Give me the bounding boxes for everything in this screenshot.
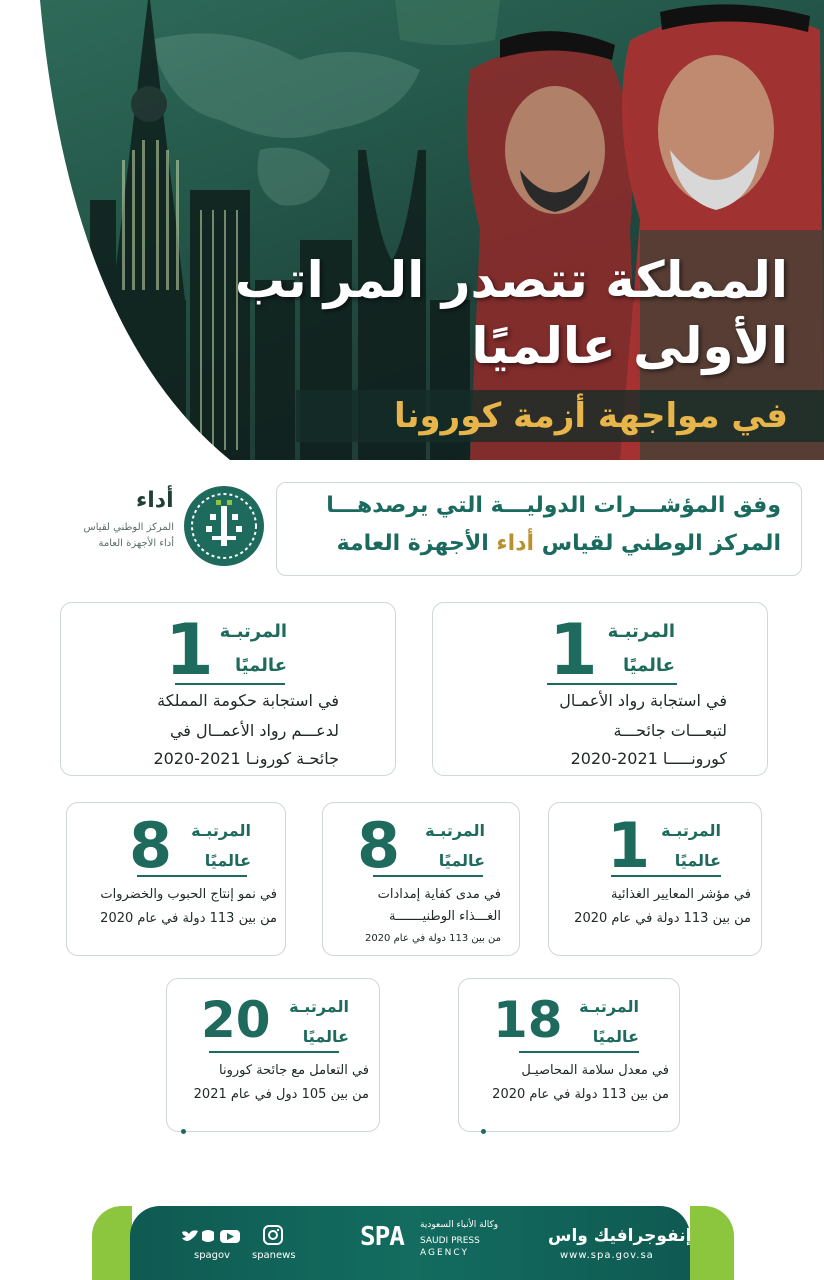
spa-logo: SPA bbox=[360, 1222, 404, 1252]
hero-title-line2: الأولى عالميًا bbox=[471, 317, 788, 375]
card-desc-line3: جائحـة كورونـا 2021-2020 bbox=[153, 749, 339, 768]
rank-card-food-supply bbox=[322, 802, 520, 956]
rank-card-government-response bbox=[60, 602, 396, 776]
rank-card-entrepreneurs-response bbox=[432, 602, 768, 776]
rank-card-grain-growth bbox=[66, 802, 286, 956]
card-desc-line2: الغـــذاء الوطنيـــــــة bbox=[388, 909, 501, 924]
card-desc-line2: لدعـــم رواد الأعمــال في bbox=[169, 721, 339, 740]
card-desc-line2: من بين 113 دولة في عام 2020 bbox=[492, 1087, 669, 1102]
social-icons[interactable] bbox=[180, 1226, 242, 1246]
rank-underline bbox=[209, 1051, 339, 1053]
card-desc-line1: في مؤشر المعايير الغذائية bbox=[610, 887, 751, 902]
flag-shape bbox=[395, 0, 500, 45]
ada-emblem-icon bbox=[180, 482, 268, 570]
world-label: عالميًا bbox=[623, 655, 675, 676]
card-desc-line1: في استجابة رواد الأعمـال bbox=[559, 691, 727, 710]
intro-highlight: أداء bbox=[496, 531, 535, 556]
spa-arabic-name: وكالة الأنباء السعودية bbox=[420, 1220, 499, 1230]
card-desc-line1: في نمو إنتاج الحبوب والخضروات bbox=[100, 887, 277, 902]
hero-title-line1: المملكة تتصدر المراتب bbox=[234, 251, 788, 309]
rank-number: 8 bbox=[129, 809, 173, 882]
rank-label: المرتبـة bbox=[191, 821, 251, 840]
hero-subtitle: في مواجهة أزمة كورونا bbox=[394, 396, 788, 436]
rank-label: المرتبـة bbox=[661, 821, 721, 840]
rank-label: المرتبـة bbox=[425, 821, 485, 840]
intro-line2-part2: الأجهزة العامة bbox=[336, 531, 497, 556]
rank-number: 1 bbox=[607, 809, 651, 882]
instagram-handle[interactable]: spanews bbox=[252, 1250, 296, 1261]
footer-brand: إنفوجرافيك واس bbox=[548, 1226, 692, 1246]
card-bullet bbox=[181, 1129, 186, 1134]
intro-line2-part1: المركز الوطني لقياس bbox=[534, 531, 781, 556]
card-desc-line1: في التعامل مع جائحة كورونا bbox=[218, 1063, 369, 1078]
ada-logo-name: أداء bbox=[136, 488, 174, 513]
rank-card-crop-safety bbox=[458, 978, 680, 1132]
card-desc-line1: في استجابة حكومة المملكة bbox=[157, 691, 339, 710]
rank-card-food-standards bbox=[548, 802, 762, 956]
intro-box bbox=[276, 482, 802, 576]
world-label: عالميًا bbox=[438, 851, 485, 870]
intro-line2 bbox=[337, 531, 781, 556]
rank-label: المرتبـة bbox=[579, 997, 639, 1016]
ada-logo-line2: أداء الأجهزة العامة bbox=[98, 538, 174, 549]
world-label: عالميًا bbox=[302, 1027, 349, 1046]
rank-card-covid-handling bbox=[166, 978, 380, 1132]
social-handle[interactable]: spagov bbox=[194, 1250, 231, 1261]
world-label: عالميًا bbox=[235, 655, 287, 676]
world-label: عالميًا bbox=[674, 851, 721, 870]
rank-number: 20 bbox=[201, 991, 271, 1049]
rank-number: 1 bbox=[549, 609, 598, 691]
spa-english-line1: SAUDI PRESS bbox=[420, 1236, 480, 1246]
card-bullet bbox=[481, 1129, 486, 1134]
rank-label: المرتبـة bbox=[219, 621, 287, 642]
rank-underline bbox=[519, 1051, 639, 1053]
card-desc-line2: من بين 113 دولة في عام 2020 bbox=[100, 911, 277, 926]
rank-number: 18 bbox=[493, 991, 563, 1049]
footer-url[interactable]: www.spa.gov.sa bbox=[560, 1250, 654, 1261]
rank-label: المرتبـة bbox=[289, 997, 349, 1016]
rank-label: المرتبـة bbox=[607, 621, 675, 642]
card-desc-line1: في معدل سلامة المحاصيـل bbox=[521, 1063, 669, 1078]
card-desc-line2: من بين 113 دولة في عام 2020 bbox=[574, 911, 751, 926]
ada-logo-line1: المركز الوطني لقياس bbox=[83, 522, 174, 533]
card-desc-line2: لتبعـــات جائحـــة bbox=[613, 721, 727, 740]
card-desc-line2: من بين 105 دول في عام 2021 bbox=[193, 1087, 369, 1102]
hero-banner bbox=[0, 0, 824, 460]
intro-line1: وفق المؤشـــرات الدوليـــة التي يرصدهـــا bbox=[326, 493, 781, 518]
card-desc-line3: من بين 113 دولة في عام 2020 bbox=[364, 933, 501, 944]
spa-english-line2: AGENCY bbox=[420, 1248, 470, 1258]
world-label: عالميًا bbox=[204, 851, 251, 870]
rank-number: 8 bbox=[357, 809, 401, 882]
world-label: عالميًا bbox=[592, 1027, 639, 1046]
card-desc-line1: في مدى كفاية إمدادات bbox=[377, 887, 501, 902]
instagram-icon[interactable] bbox=[262, 1224, 284, 1246]
card-desc-line3: كورونـــــا 2021-2020 bbox=[570, 749, 727, 768]
footer-bar bbox=[0, 1196, 824, 1280]
rank-number: 1 bbox=[165, 609, 214, 691]
